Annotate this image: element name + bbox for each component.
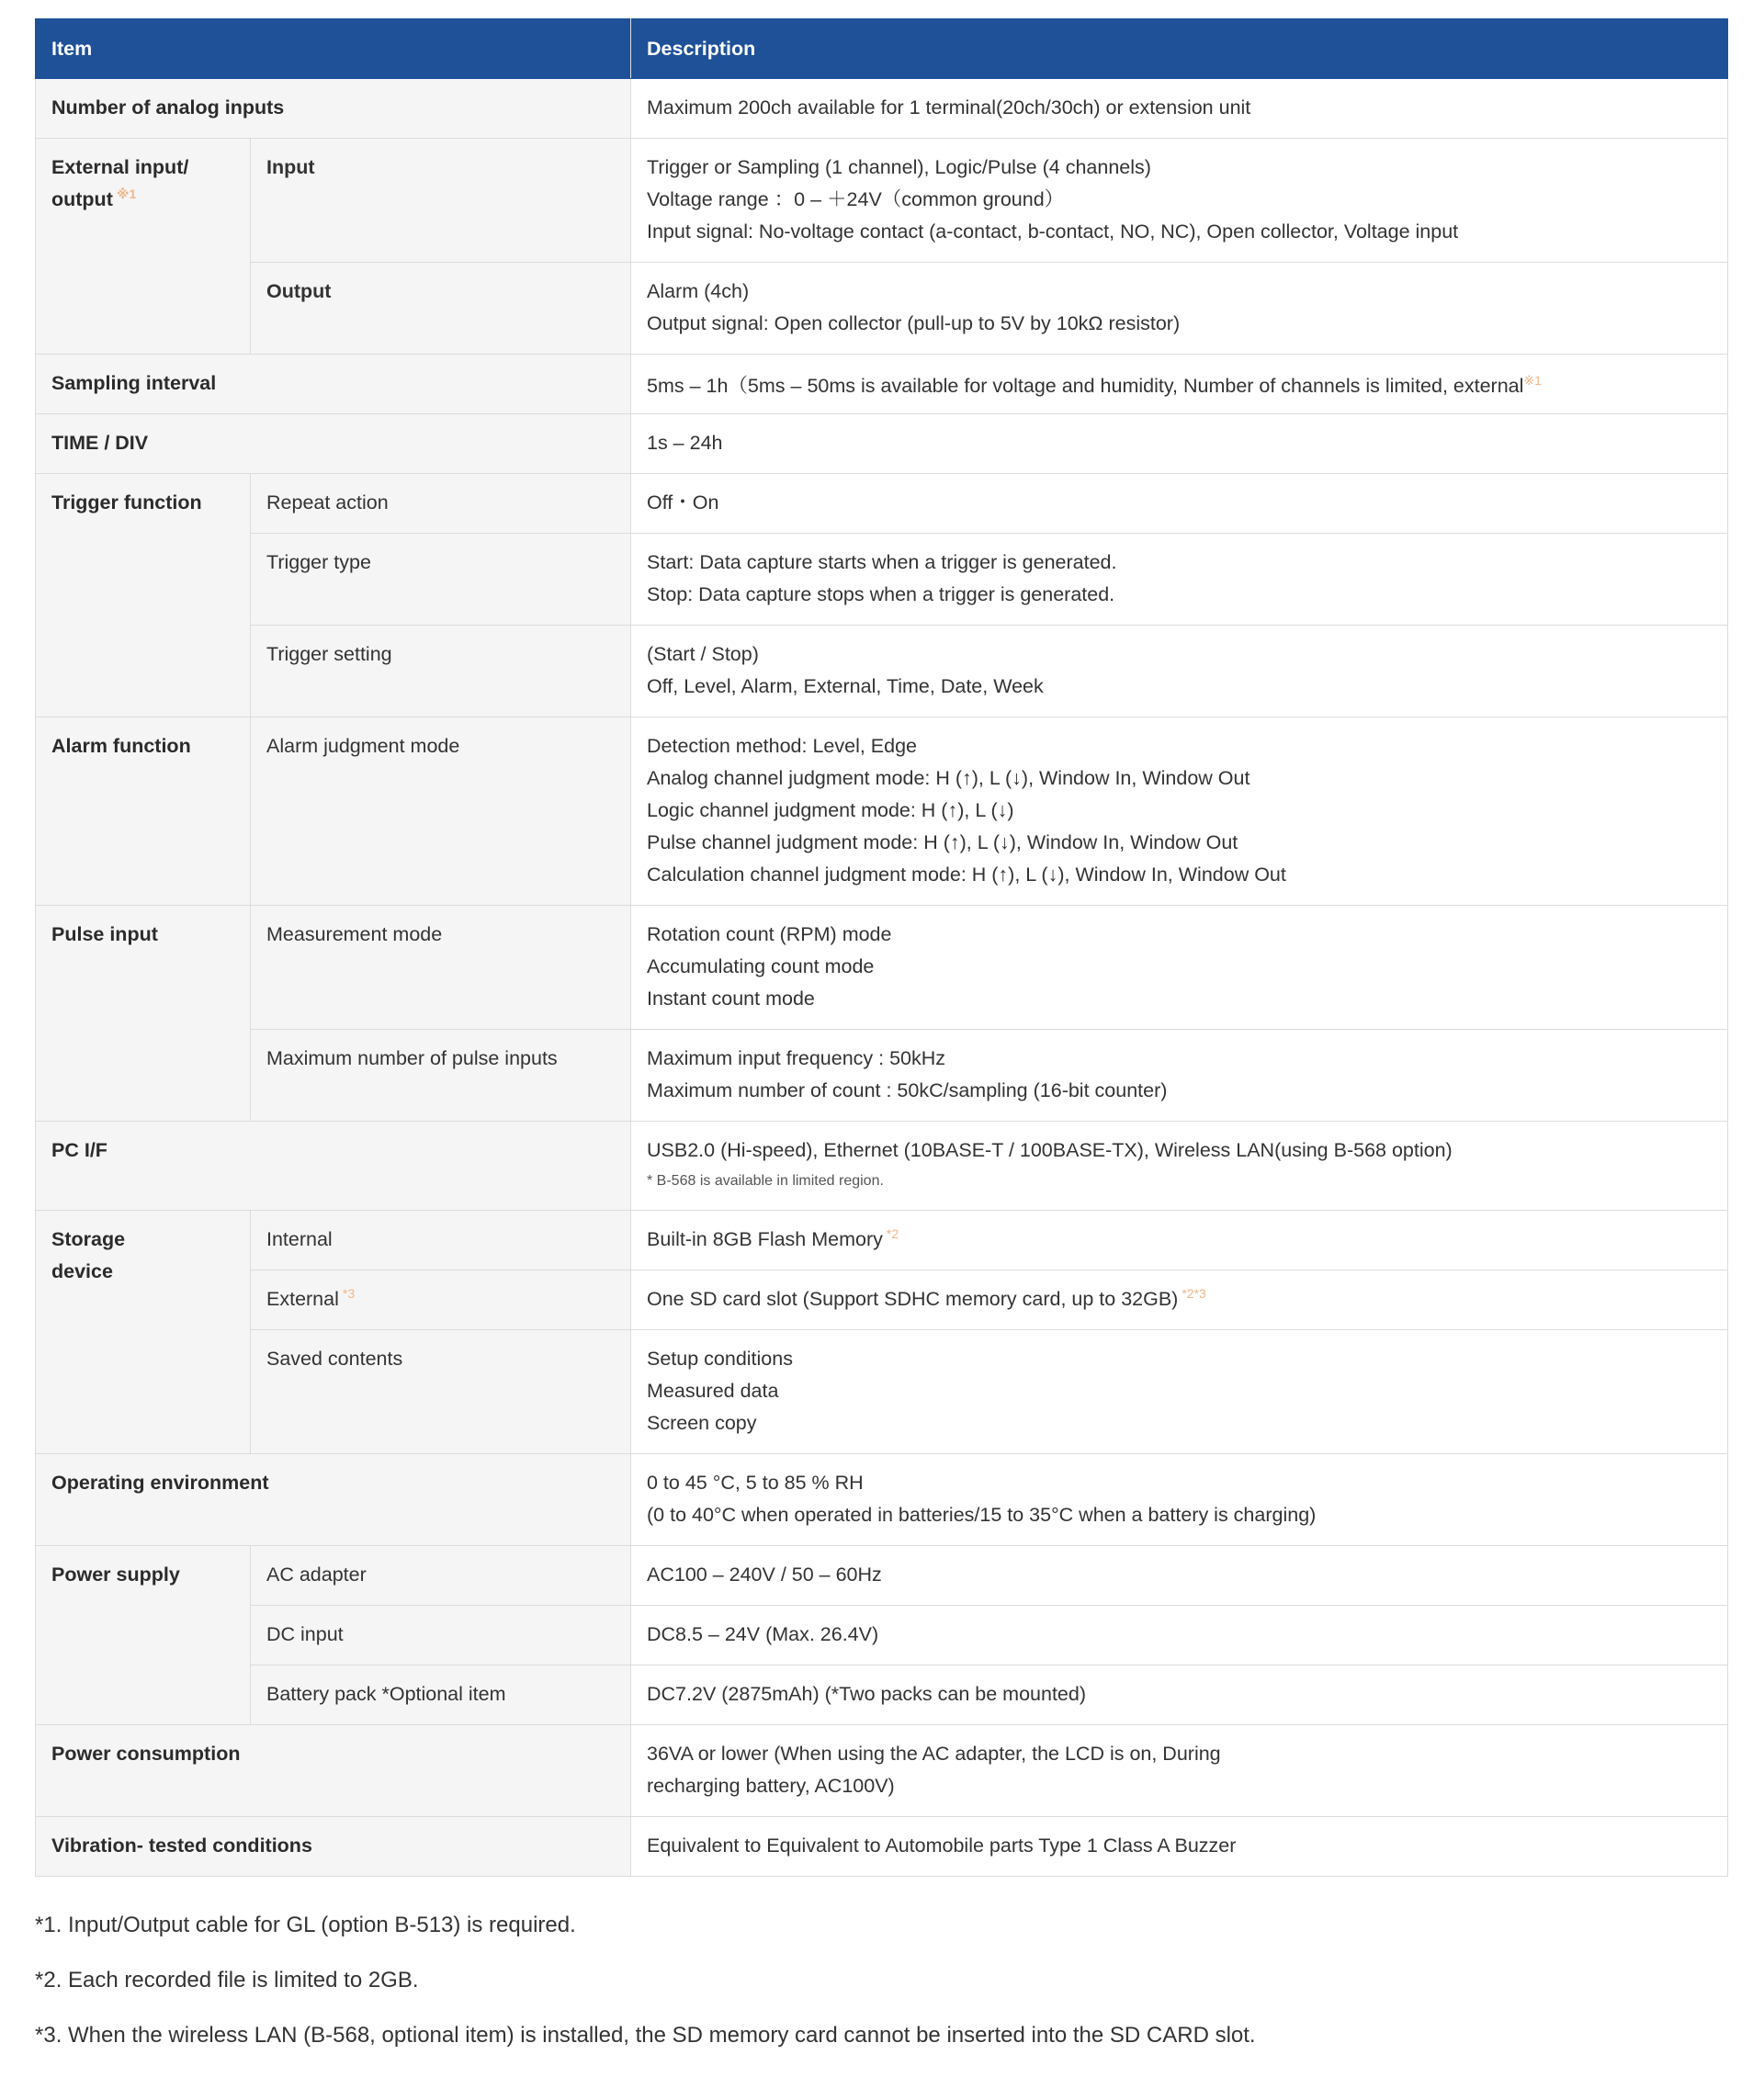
footnote-mark: *2*3 <box>1182 1285 1206 1301</box>
table-row <box>36 1270 1728 1330</box>
desc-line: Trigger or Sampling (1 channel), Logic/Pulse (4 channels) <box>647 156 1151 178</box>
table-row <box>36 474 1728 534</box>
specification-table <box>35 18 1728 1877</box>
row-desc-power-consumption <box>631 1725 1728 1817</box>
spec-page <box>35 18 1727 2077</box>
row-label-pulse-input: Pulse input <box>36 906 251 1122</box>
sub-label-ac-adapter: AC adapter <box>251 1546 631 1606</box>
row-desc-sampling-interval <box>631 355 1728 414</box>
sub-label-battery-pack: Battery pack *Optional item <box>251 1665 631 1725</box>
pc-if-note: * B-568 is available in limited region. <box>647 1173 884 1189</box>
row-label-trigger-function: Trigger function <box>36 474 251 717</box>
row-label-time-div: TIME / DIV <box>36 414 631 474</box>
row-desc-ac-adapter: AC100 – 240V / 50 – 60Hz <box>631 1546 1728 1606</box>
table-row <box>36 1330 1728 1454</box>
table-row <box>36 717 1728 906</box>
table-row <box>36 1606 1728 1665</box>
table-row <box>36 1454 1728 1546</box>
desc-line: Analog channel judgment mode: H (↑), L (↓), Window In, Window Out <box>647 767 1250 789</box>
row-desc-alarm-judgment-mode <box>631 717 1728 906</box>
table-row <box>36 79 1728 139</box>
row-desc-time-div: 1s – 24h <box>631 414 1728 474</box>
table-row <box>36 1725 1728 1817</box>
desc-line: Maximum number of count : 50kC/sampling (16-bit counter) <box>647 1079 1168 1101</box>
desc-line: Start: Data capture starts when a trigger is generated. <box>647 551 1117 573</box>
desc-line: Rotation count (RPM) mode <box>647 923 892 945</box>
desc-line: Output signal: Open collector (pull-up to 5V by 10kΩ resistor) <box>647 312 1181 334</box>
row-desc-vibration: Equivalent to Equivalent to Automobile parts Type 1 Class A Buzzer <box>631 1817 1728 1877</box>
desc-line: Logic channel judgment mode: H (↑), L (↓) <box>647 799 1014 821</box>
sub-label-trigger-type: Trigger type <box>251 534 631 626</box>
external-io-label-line2: output <box>51 188 113 210</box>
row-desc-dc-input: DC8.5 – 24V (Max. 26.4V) <box>631 1606 1728 1665</box>
desc-line: (Start / Stop) <box>647 643 759 665</box>
table-row <box>36 263 1728 355</box>
row-desc-output <box>631 263 1728 355</box>
footnote-mark: ※1 <box>1523 372 1542 388</box>
table-row <box>36 626 1728 717</box>
row-desc-trigger-setting <box>631 626 1728 717</box>
row-desc-pc-if <box>631 1122 1728 1211</box>
footnote-1: *1. Input/Output cable for GL (option B-513) is required. <box>35 1913 576 1937</box>
desc-line: Detection method: Level, Edge <box>647 735 918 757</box>
table-row <box>36 1817 1728 1877</box>
row-label-alarm-function: Alarm function <box>36 717 251 906</box>
row-label-power-supply: Power supply <box>36 1546 251 1725</box>
row-desc-input <box>631 139 1728 263</box>
desc-line: 0 to 45 °C, 5 to 85 % RH <box>647 1472 864 1494</box>
sub-label-measurement-mode: Measurement mode <box>251 906 631 1030</box>
sub-label-saved-contents: Saved contents <box>251 1330 631 1454</box>
desc-line: Voltage range ：0 – ＋24V（common ground） <box>647 188 1065 210</box>
desc-line: Input signal: No-voltage contact (a-contact, b-contact, NO, NC), Open collector, Voltage input <box>647 220 1459 243</box>
header-item: Item <box>36 19 631 79</box>
table-row <box>36 1122 1728 1211</box>
desc-line: Pulse channel judgment mode: H (↑), L (↓), Window In, Window Out <box>647 831 1238 853</box>
table-row <box>36 534 1728 626</box>
desc-line: Maximum input frequency : 50kHz <box>647 1047 946 1069</box>
table-row <box>36 1546 1728 1606</box>
desc-line: Calculation channel judgment mode: H (↑), L (↓), Window In, Window Out <box>647 864 1286 886</box>
row-desc-internal <box>631 1211 1728 1270</box>
row-desc-max-pulse-inputs <box>631 1030 1728 1122</box>
table-row <box>36 1030 1728 1122</box>
row-desc-trigger-type <box>631 534 1728 626</box>
sub-label-output: Output <box>251 263 631 355</box>
table-row <box>36 414 1728 474</box>
desc-line: Alarm (4ch) <box>647 280 750 302</box>
footnote-mark: *2 <box>886 1225 899 1241</box>
desc-line: Accumulating count mode <box>647 955 875 977</box>
desc-line: Stop: Data capture stops when a trigger is generated. <box>647 583 1115 605</box>
storage-label-line1: Storage <box>51 1228 126 1250</box>
row-label-storage-device <box>36 1211 251 1454</box>
table-row <box>36 355 1728 414</box>
row-label-external-io <box>36 139 251 355</box>
sub-label-dc-input: DC input <box>251 1606 631 1665</box>
sub-label-trigger-setting: Trigger setting <box>251 626 631 717</box>
table-header-row <box>36 19 1728 79</box>
desc-text: 5ms – 1h（5ms – 50ms is available for voltage and humidity, Number of channels is limited, external <box>647 375 1524 397</box>
desc-line: Measured data <box>647 1380 779 1402</box>
row-label-vibration: Vibration- tested conditions <box>36 1817 631 1877</box>
row-label-operating-environment: Operating environment <box>36 1454 631 1546</box>
row-label-analog-inputs: Number of analog inputs <box>36 79 631 139</box>
table-row <box>36 1211 1728 1270</box>
row-label-sampling-interval: Sampling interval <box>36 355 631 414</box>
footnote-mark: ※1 <box>116 186 137 201</box>
sub-label-max-pulse-inputs: Maximum number of pulse inputs <box>251 1030 631 1122</box>
row-desc-measurement-mode <box>631 906 1728 1030</box>
row-label-pc-if: PC I/F <box>36 1122 631 1211</box>
footnote-3: *3. When the wireless LAN (B-568, optional item) is installed, the SD memory card cannot be inserted into the SD CARD slot. <box>35 2023 1256 2048</box>
footnote-2: *2. Each recorded file is limited to 2GB. <box>35 1968 419 1992</box>
desc-line: 36VA or lower (When using the AC adapter, the LCD is on, During <box>647 1743 1221 1765</box>
row-desc-saved-contents <box>631 1330 1728 1454</box>
desc-line: recharging battery, AC100V) <box>647 1775 895 1797</box>
sub-label-external <box>251 1270 631 1330</box>
sub-label-alarm-judgment-mode: Alarm judgment mode <box>251 717 631 906</box>
header-description: Description <box>631 19 1728 79</box>
table-row <box>36 906 1728 1030</box>
row-desc-analog-inputs: Maximum 200ch available for 1 terminal(20ch/30ch) or extension unit <box>631 79 1728 139</box>
desc-line: (0 to 40°C when operated in batteries/15 to 35°C when a battery is charging) <box>647 1504 1317 1526</box>
row-label-power-consumption: Power consumption <box>36 1725 631 1817</box>
desc-line: Instant count mode <box>647 988 815 1010</box>
table-row <box>36 1665 1728 1725</box>
desc-line: Setup conditions <box>647 1348 793 1370</box>
row-desc-battery-pack: DC7.2V (2875mAh) (*Two packs can be mounted) <box>631 1665 1728 1725</box>
sub-label-repeat-action: Repeat action <box>251 474 631 534</box>
sub-label-internal: Internal <box>251 1211 631 1270</box>
sub-label-input: Input <box>251 139 631 263</box>
desc-text: Built-in 8GB Flash Memory <box>647 1228 883 1250</box>
row-desc-operating-environment <box>631 1454 1728 1546</box>
external-io-label-line1: External input/ <box>51 156 189 178</box>
desc-line: USB2.0 (Hi-speed), Ethernet (10BASE-T / 100BASE-TX), Wireless LAN(using B-568 option) <box>647 1139 1453 1161</box>
external-label-text: External <box>266 1288 339 1310</box>
footnotes <box>35 1912 1727 2049</box>
desc-line: Off, Level, Alarm, External, Time, Date, Week <box>647 675 1044 697</box>
storage-label-line2: device <box>51 1260 113 1282</box>
row-desc-repeat-action: Off・On <box>631 474 1728 534</box>
table-row <box>36 139 1728 263</box>
footnote-mark: *3 <box>342 1285 356 1301</box>
desc-line: Screen copy <box>647 1412 757 1434</box>
desc-text: One SD card slot (Support SDHC memory card, up to 32GB) <box>647 1288 1179 1310</box>
row-desc-external <box>631 1270 1728 1330</box>
